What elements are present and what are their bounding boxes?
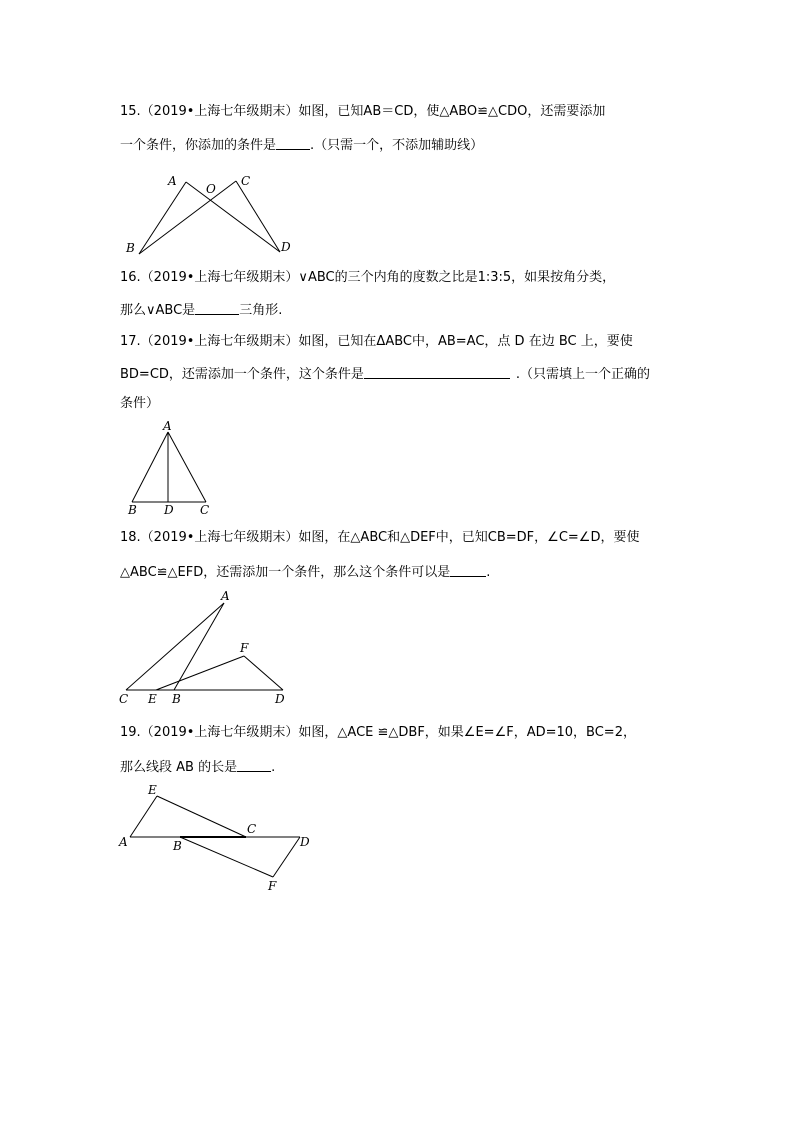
q18-line2 <box>120 564 490 581</box>
q18-segment-EF <box>156 656 244 690</box>
q16-text-a: 那么∨ABC是 <box>120 303 196 318</box>
q19-text-a: 那么线段 AB 的长是 <box>120 760 238 775</box>
q19-figure <box>110 780 320 895</box>
q17-figure <box>120 418 220 518</box>
q16-text-b: 三角形. <box>239 303 283 318</box>
q19-segment-AE <box>130 796 157 837</box>
q15-text-b: .（只需一个，不添加辅助线） <box>310 138 484 153</box>
q15-text-a: 一个条件，你添加的条件是 <box>120 138 277 153</box>
q17-line1: 17.（2019•上海七年级期末）如图，已知在ΔABC中，AB=AC，点 D 在边 BC 上，要使 <box>120 334 633 349</box>
q19-label-F: F <box>268 879 277 893</box>
q15-line2 <box>120 137 483 154</box>
q18-label-F: F <box>240 641 249 655</box>
q15-segment-CD <box>236 181 280 252</box>
q15-segment-BA <box>139 182 186 254</box>
q18-label-C: C <box>119 692 129 706</box>
q16-line1: 16.（2019•上海七年级期末）∨ABC的三个内角的度数之比是1:3:5，如果按角分类， <box>120 270 616 285</box>
q17-line3: 条件） <box>120 396 160 411</box>
q15-figure <box>110 165 310 260</box>
q19-label-A: A <box>119 835 128 849</box>
q18-text-b: . <box>486 565 491 580</box>
q19-label-E: E <box>148 783 157 797</box>
q19-segment-EC <box>157 796 246 837</box>
q18-figure <box>110 585 310 710</box>
q15-label-B: B <box>126 241 135 255</box>
q16-answer-blank[interactable] <box>195 302 239 315</box>
q18-label-A: A <box>221 589 230 603</box>
q15-segment-AD <box>186 182 280 252</box>
q18-segment-CA <box>126 603 224 690</box>
q15-line1: 15.（2019•上海七年级期末）如图，已知AB＝CD，使△ABO≌△CDO，还需要添加 <box>120 104 606 119</box>
q19-segment-DF <box>273 837 300 877</box>
q17-text-a: BD=CD，还需添加一个条件，这个条件是 <box>120 367 364 382</box>
q15-label-C: C <box>241 174 251 188</box>
q15-segment-BC <box>139 181 236 254</box>
q17-line2 <box>120 366 650 383</box>
q17-label-C: C <box>200 503 210 517</box>
q19-label-D: D <box>300 835 310 849</box>
q18-segment-FD <box>244 656 283 690</box>
q18-label-D: D <box>275 692 285 706</box>
q19-label-B: B <box>173 839 182 853</box>
q17-label-B: B <box>128 503 137 517</box>
q19-line1: 19.（2019•上海七年级期末）如图，△ACE ≌△DBF，如果∠E=∠F，AD=10，BC=2， <box>120 725 636 740</box>
q18-label-E: E <box>148 692 157 706</box>
q17-answer-blank[interactable] <box>364 366 510 379</box>
q19-text-b: . <box>271 760 276 775</box>
q15-label-D: D <box>281 240 291 254</box>
q18-text-a: △ABC≌△EFD，还需添加一个条件，那么这个条件可以是 <box>120 565 451 580</box>
q17-label-A: A <box>163 419 172 433</box>
q15-label-A: A <box>168 174 177 188</box>
q17-segment-AC <box>168 432 206 502</box>
q18-label-B: B <box>172 692 181 706</box>
q18-line1: 18.（2019•上海七年级期末）如图，在△ABC和△DEF中，已知CB=DF，∠C=∠D，要使 <box>120 530 640 545</box>
q17-text-b: .（只需填上一个正确的 <box>515 367 651 382</box>
q17-label-D: D <box>164 503 174 517</box>
q18-segment-AB <box>174 603 224 690</box>
q19-label-C: C <box>247 822 257 836</box>
q17-segment-AB <box>132 432 168 502</box>
q19-line2 <box>120 759 275 776</box>
q19-answer-blank[interactable] <box>237 759 271 772</box>
q15-answer-blank[interactable] <box>276 137 310 150</box>
q16-line2 <box>120 302 282 319</box>
q15-label-O: O <box>206 182 216 196</box>
q19-segment-BF <box>180 837 273 877</box>
q18-answer-blank[interactable] <box>450 564 486 577</box>
